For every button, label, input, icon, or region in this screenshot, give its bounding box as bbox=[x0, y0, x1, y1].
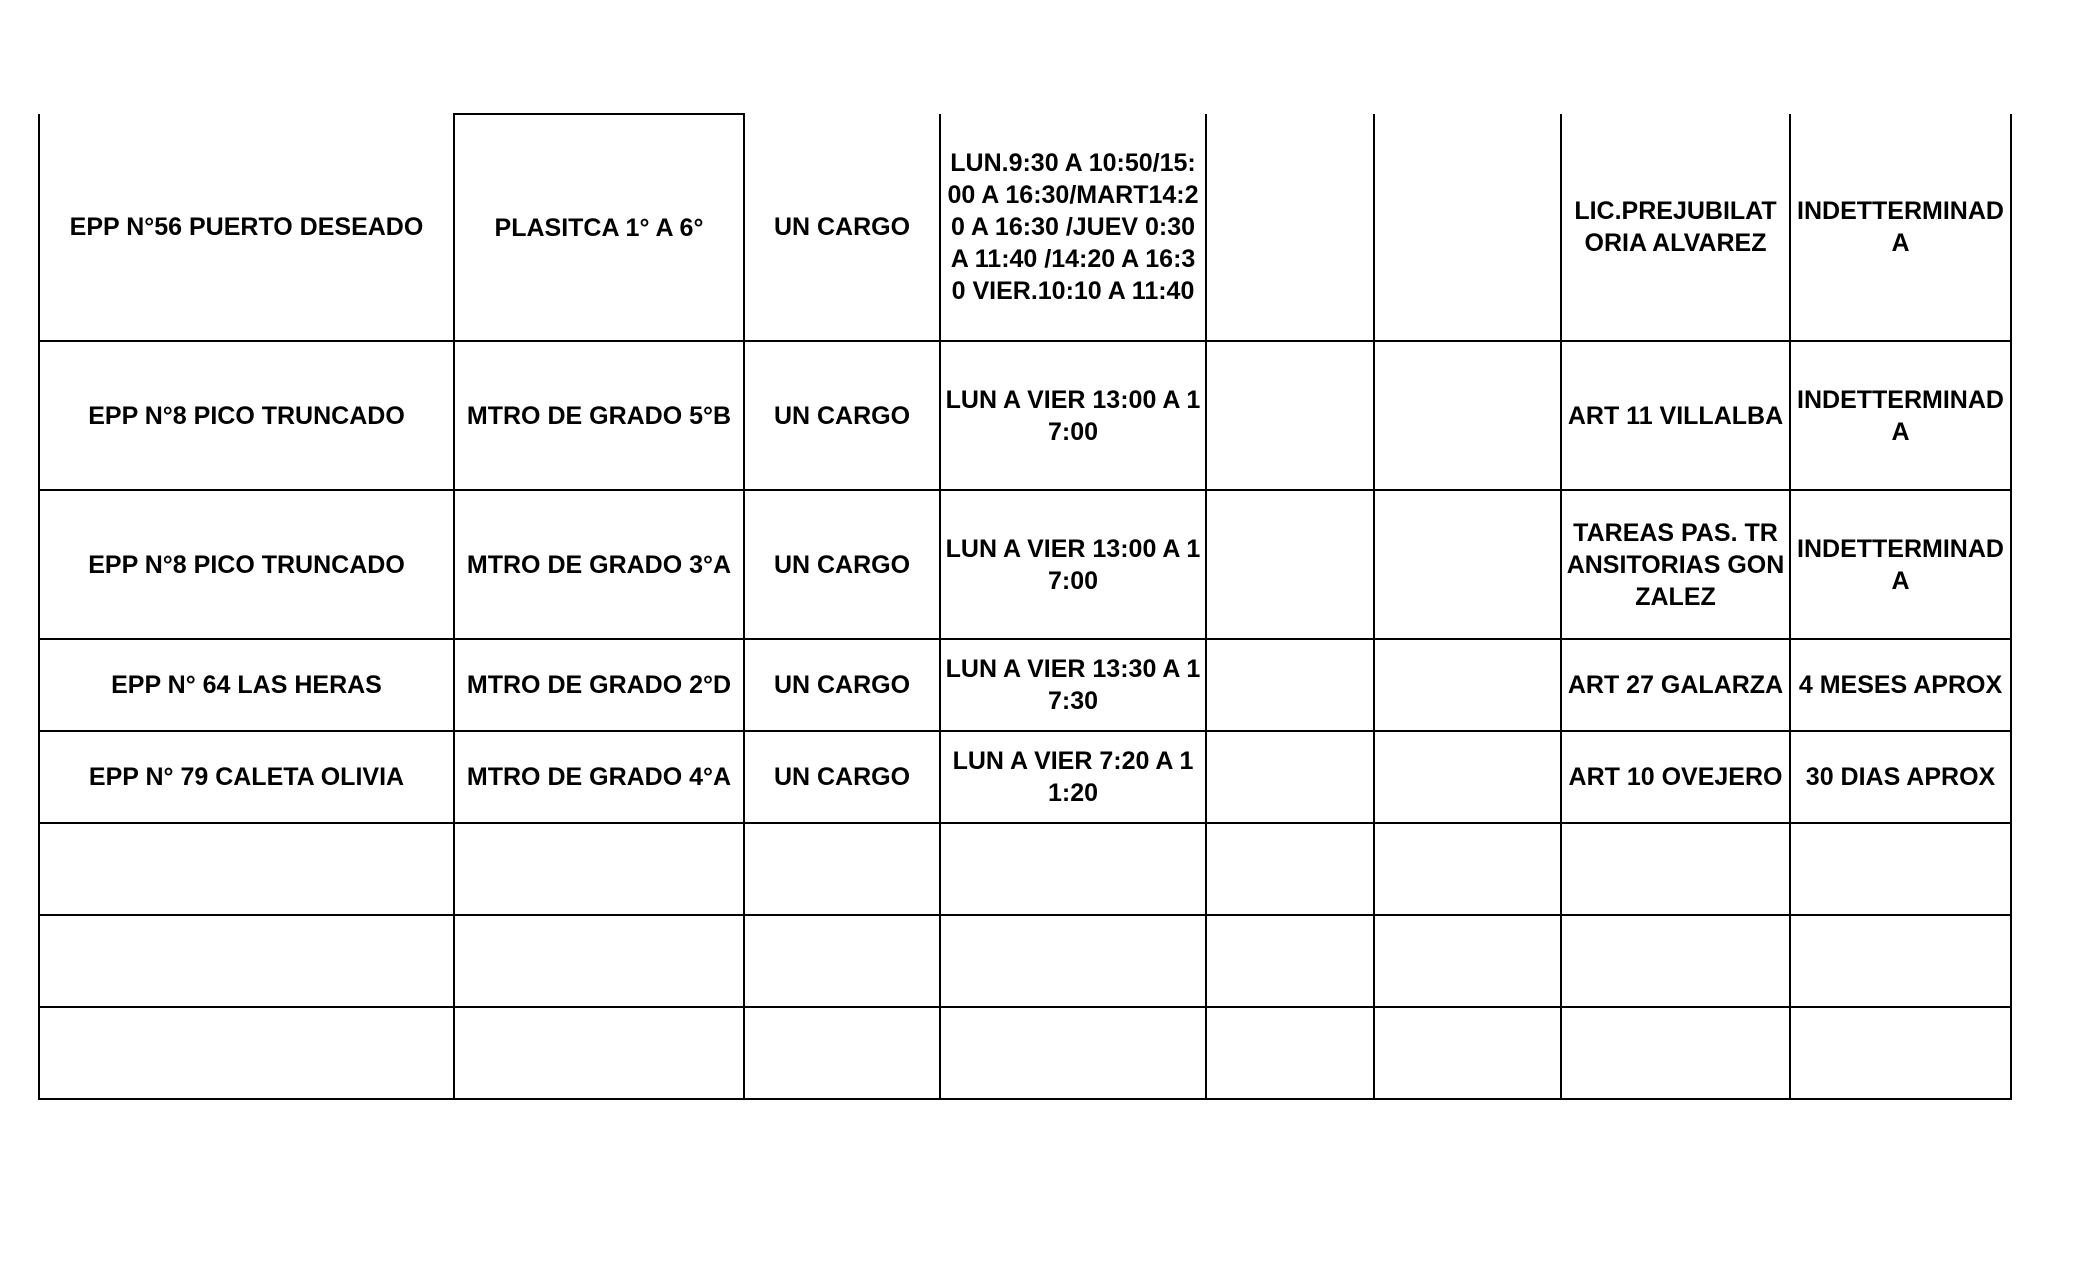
table-row bbox=[39, 823, 2011, 915]
charge-cell: UN CARGO bbox=[744, 490, 940, 639]
charge-cell: UN CARGO bbox=[744, 114, 940, 341]
position-cell bbox=[454, 1007, 744, 1099]
position-cell: MTRO DE GRADO 4°A bbox=[454, 731, 744, 823]
schedule-cell bbox=[940, 1007, 1206, 1099]
blank-cell bbox=[1374, 915, 1561, 1007]
schedule-cell: LUN A VIER 13:00 A 17:00 bbox=[940, 490, 1206, 639]
blank-cell bbox=[1374, 490, 1561, 639]
duration-cell bbox=[1790, 1007, 2011, 1099]
school-cell: EPP N° 79 CALETA OLIVIA bbox=[39, 731, 454, 823]
position-cell bbox=[454, 915, 744, 1007]
duration-cell bbox=[1790, 915, 2011, 1007]
schedule-cell bbox=[940, 823, 1206, 915]
blank-cell bbox=[1206, 823, 1374, 915]
blank-cell bbox=[1206, 731, 1374, 823]
reason-cell: ART 27 GALARZA bbox=[1561, 639, 1790, 731]
vacancy-table bbox=[38, 113, 2012, 1100]
school-cell: EPP N°8 PICO TRUNCADO bbox=[39, 490, 454, 639]
reason-cell bbox=[1561, 823, 1790, 915]
blank-cell bbox=[1206, 114, 1374, 341]
reason-cell: TAREAS PAS. TRANSITORIAS GONZALEZ bbox=[1561, 490, 1790, 639]
charge-cell bbox=[744, 1007, 940, 1099]
blank-cell bbox=[1374, 114, 1561, 341]
school-cell: EPP N° 64 LAS HERAS bbox=[39, 639, 454, 731]
schedule-cell: LUN A VIER 7:20 A 11:20 bbox=[940, 731, 1206, 823]
school-cell bbox=[39, 1007, 454, 1099]
blank-cell bbox=[1206, 341, 1374, 490]
blank-cell bbox=[1374, 341, 1561, 490]
charge-cell: UN CARGO bbox=[744, 731, 940, 823]
table-row bbox=[39, 341, 2011, 490]
table-row bbox=[39, 490, 2011, 639]
charge-cell: UN CARGO bbox=[744, 341, 940, 490]
reason-cell: ART 10 OVEJERO bbox=[1561, 731, 1790, 823]
schedule-cell bbox=[940, 915, 1206, 1007]
reason-cell: ART 11 VILLALBA bbox=[1561, 341, 1790, 490]
table-row bbox=[39, 639, 2011, 731]
school-cell: EPP N°8 PICO TRUNCADO bbox=[39, 341, 454, 490]
duration-cell: 4 MESES APROX bbox=[1790, 639, 2011, 731]
table-row bbox=[39, 1007, 2011, 1099]
duration-cell: INDETTERMINADA bbox=[1790, 490, 2011, 639]
position-cell: MTRO DE GRADO 3°A bbox=[454, 490, 744, 639]
schedule-cell: LUN A VIER 13:00 A 17:00 bbox=[940, 341, 1206, 490]
position-cell: PLASITCA 1° A 6° bbox=[454, 114, 744, 341]
charge-cell: UN CARGO bbox=[744, 639, 940, 731]
blank-cell bbox=[1374, 639, 1561, 731]
position-cell: MTRO DE GRADO 5°B bbox=[454, 341, 744, 490]
table-row bbox=[39, 114, 2011, 341]
school-cell bbox=[39, 823, 454, 915]
schedule-cell: LUN A VIER 13:30 A 17:30 bbox=[940, 639, 1206, 731]
table-row bbox=[39, 915, 2011, 1007]
duration-cell: INDETTERMINADA bbox=[1790, 114, 2011, 341]
blank-cell bbox=[1206, 1007, 1374, 1099]
position-cell: MTRO DE GRADO 2°D bbox=[454, 639, 744, 731]
blank-cell bbox=[1374, 1007, 1561, 1099]
charge-cell bbox=[744, 915, 940, 1007]
blank-cell bbox=[1374, 823, 1561, 915]
schedule-cell: LUN.9:30 A 10:50/15:00 A 16:30/MART14:20 A 16:30 /JUEV 0:30 A 11:40 /14:20 A 16:30 VIER.10:10 A 11:40 bbox=[940, 114, 1206, 341]
position-cell bbox=[454, 823, 744, 915]
duration-cell bbox=[1790, 823, 2011, 915]
duration-cell: INDETTERMINADA bbox=[1790, 341, 2011, 490]
blank-cell bbox=[1374, 731, 1561, 823]
blank-cell bbox=[1206, 639, 1374, 731]
school-cell bbox=[39, 915, 454, 1007]
charge-cell bbox=[744, 823, 940, 915]
blank-cell bbox=[1206, 915, 1374, 1007]
reason-cell bbox=[1561, 915, 1790, 1007]
blank-cell bbox=[1206, 490, 1374, 639]
reason-cell: LIC.PREJUBILATORIA ALVAREZ bbox=[1561, 114, 1790, 341]
reason-cell bbox=[1561, 1007, 1790, 1099]
school-cell: EPP N°56 PUERTO DESEADO bbox=[39, 114, 454, 341]
table-row bbox=[39, 731, 2011, 823]
duration-cell: 30 DIAS APROX bbox=[1790, 731, 2011, 823]
